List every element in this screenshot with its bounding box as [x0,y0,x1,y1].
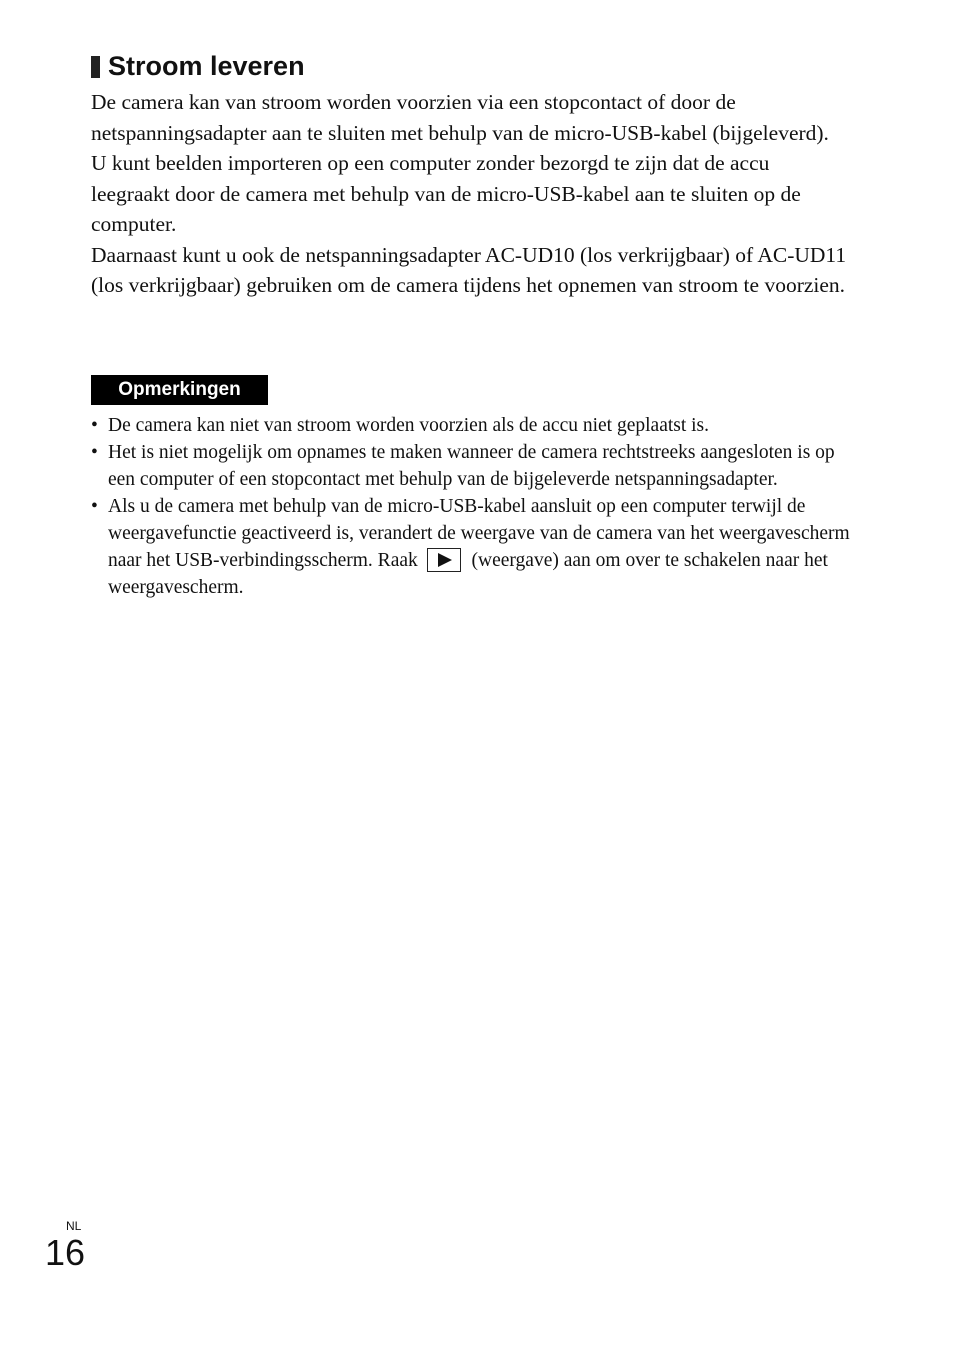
note-text-1: De camera kan niet van stroom worden voorzien als de accu niet geplaatst is. [108,415,710,436]
list-item [91,439,851,493]
list-item [91,412,851,439]
bullet: • [91,442,98,463]
section-marker-icon [91,56,100,78]
language-code: NL [66,1219,82,1233]
notes-list [91,412,851,601]
list-item [91,493,851,601]
body-paragraph-3: Daarnaast kunt u ook de netspanningsadapter AC-UD10 (los verkrijgbaar) of AC-UD11 (los verkrijgbaar) gebruiken om de camera tijdens het opnemen van stroom te voorzien. [91,242,847,297]
play-icon [427,548,461,572]
body-text [91,87,851,301]
section-heading [91,46,305,86]
section-title: Stroom leveren [108,51,305,81]
page-number: 16 [45,1232,86,1273]
note-text-2: Het is niet mogelijk om opnames te maken wanneer de camera rechtstreeks aangesloten is op een computer of een stopcontact met behulp van de bijgeleverde netspanningsadapter. [108,442,835,490]
note-text-3-part-2: (weergave) aan om over te schakelen naar het weergavescherm. [108,550,828,598]
bullet: • [91,415,98,436]
notes-label: Opmerkingen [91,375,268,405]
body-paragraph-2: U kunt beelden importeren op een computer zonder bezorgd te zijn dat de accu leegraakt door de camera met behulp van de micro-USB-kabel aan te sluiten op de computer. [91,151,801,236]
note-text-3-part-1: Als u de camera met behulp van de micro-USB-kabel aansluit op een computer terwijl de weergavefunctie geactiveerd is, verandert de weergave van de camera van het weergavescherm naar het USB-verbindingsscherm. Raak [108,496,850,571]
body-paragraph-1: De camera kan van stroom worden voorzien via een stopcontact of door de netspanningsadapter aan te sluiten met behulp van de micro-USB-kabel (bijgeleverd). [91,90,829,145]
bullet: • [91,496,98,517]
